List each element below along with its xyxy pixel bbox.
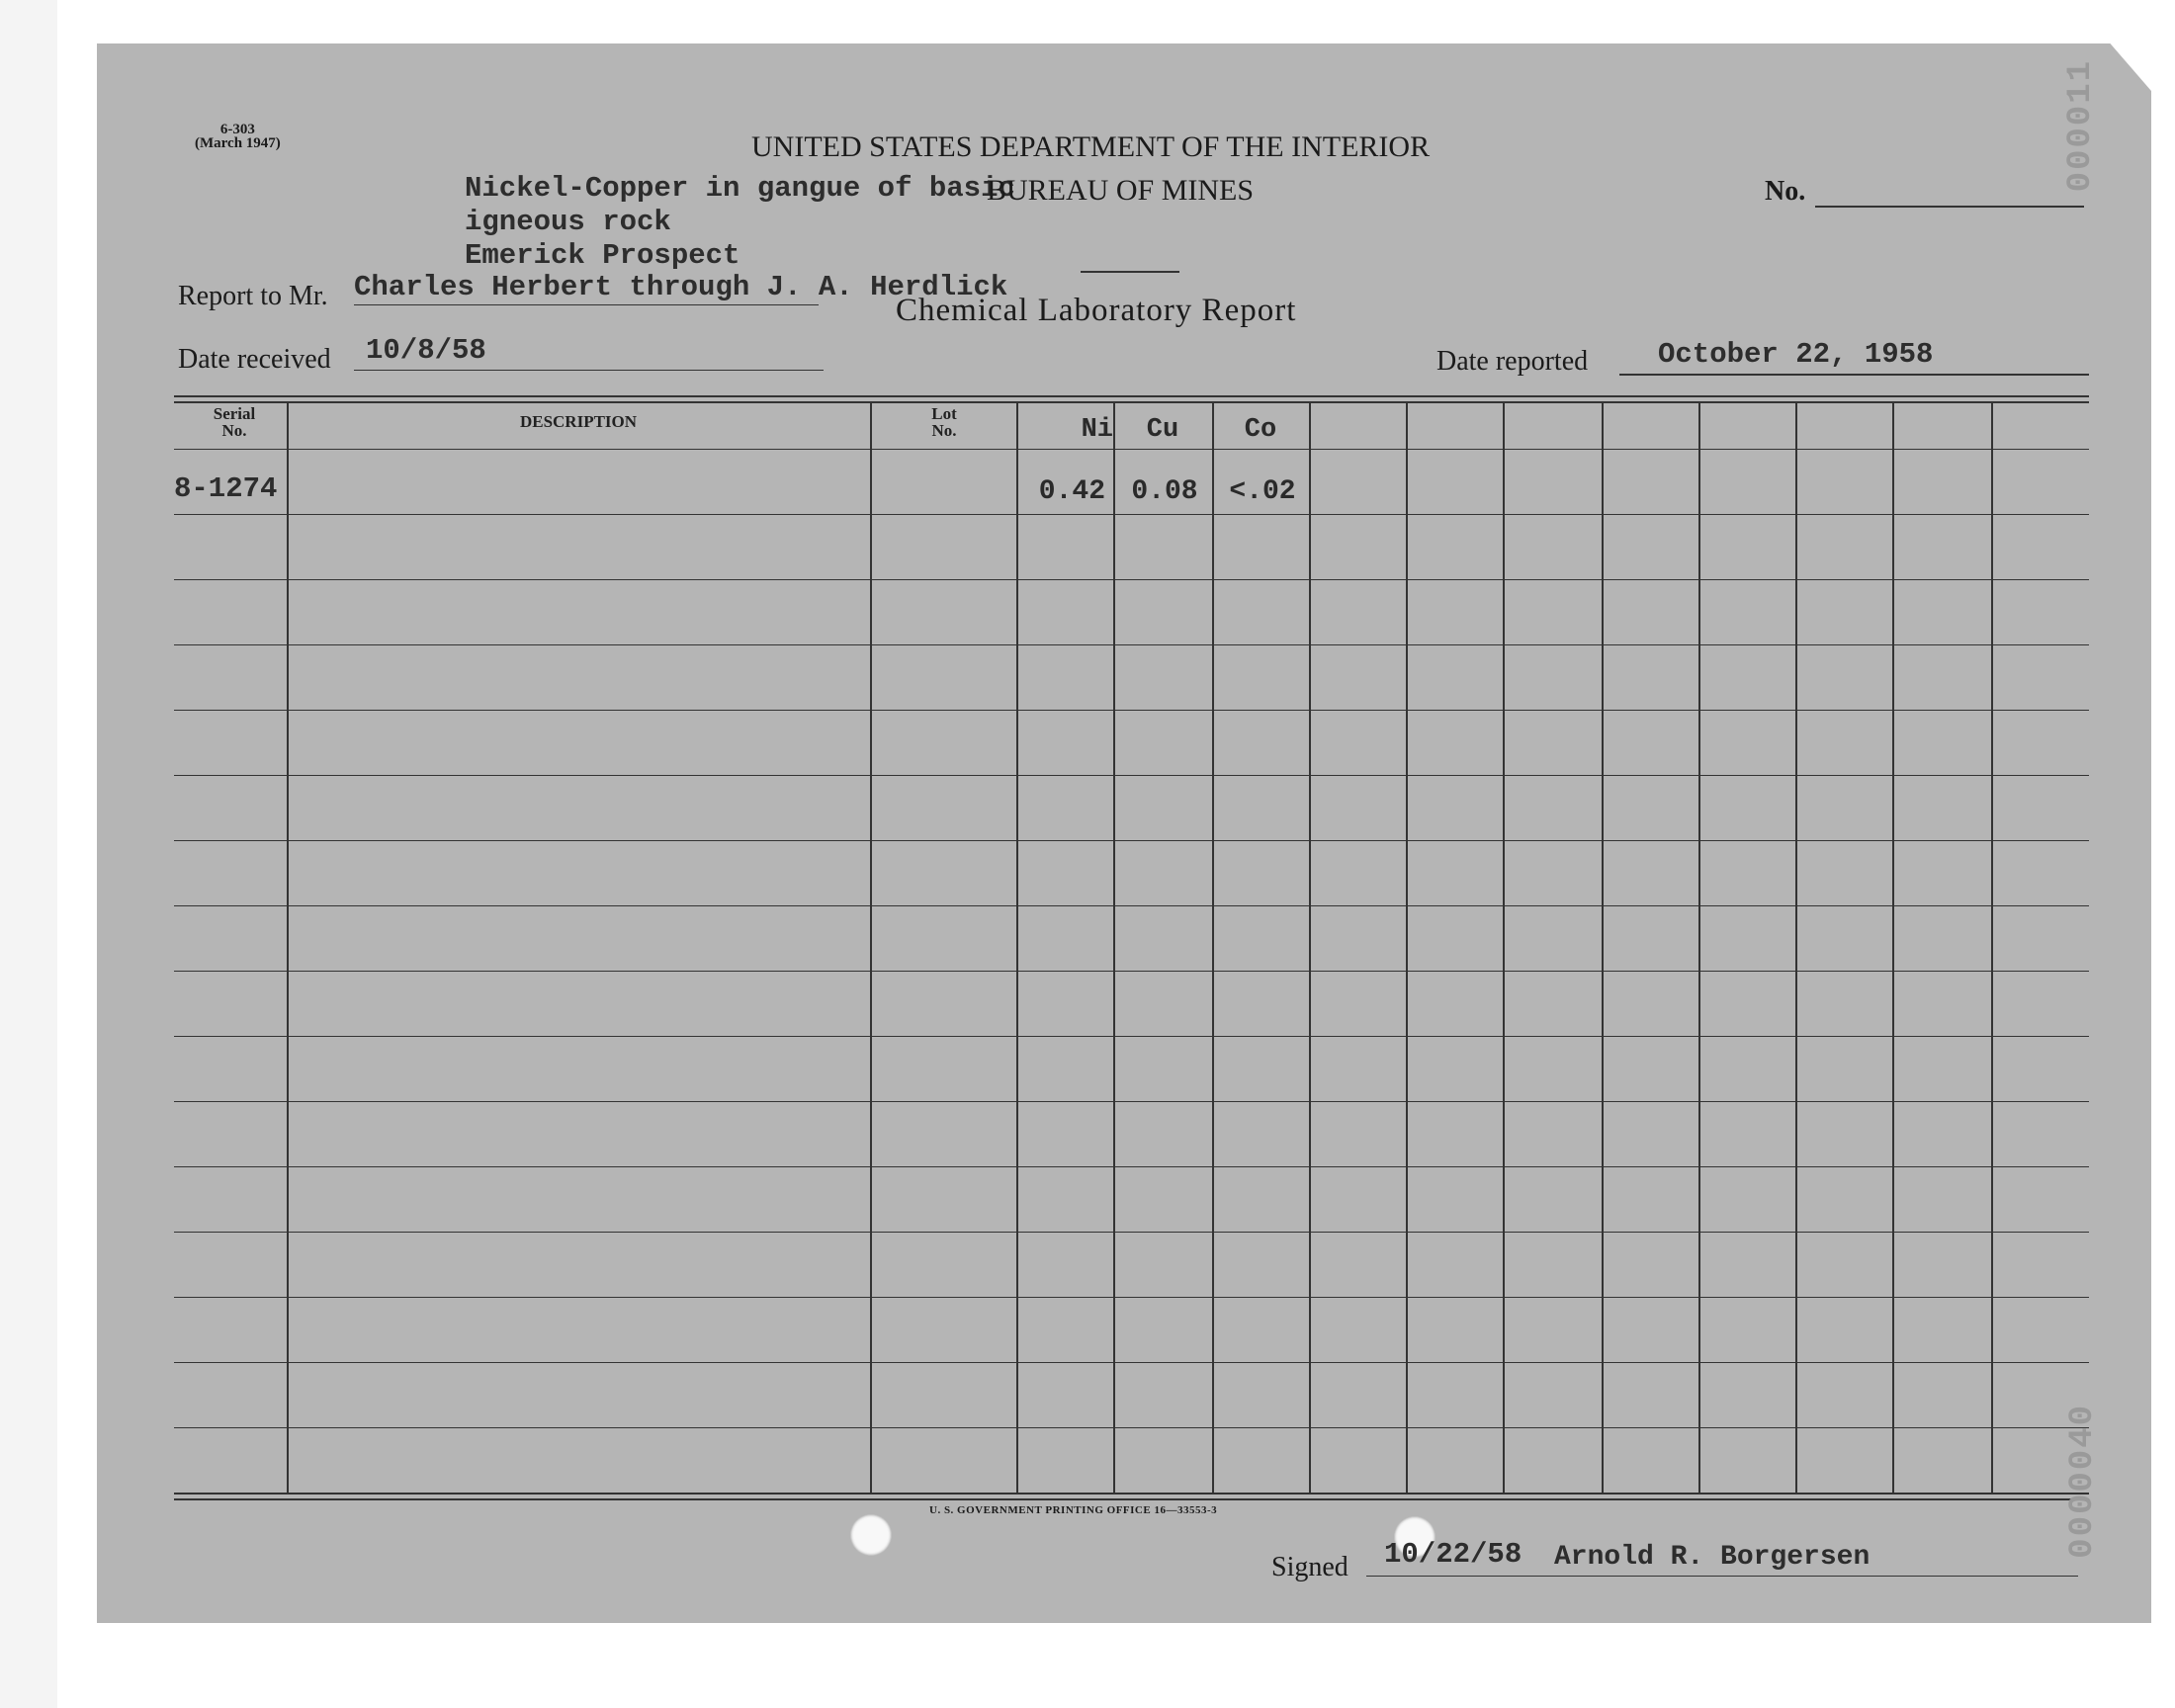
- table-column-line: [1406, 401, 1408, 1493]
- form-date: (March 1947): [195, 135, 281, 151]
- row-co-value: <.02: [1229, 476, 1296, 507]
- table-bottom-rule: [174, 1493, 2089, 1494]
- header-serial: [182, 405, 287, 439]
- header-lot: [870, 405, 1018, 439]
- form-number-block: [195, 123, 281, 150]
- table-row-line: [174, 1362, 2089, 1363]
- table-row-line: [174, 644, 2089, 645]
- table-row-line: [174, 1232, 2089, 1233]
- table-column-line: [1309, 401, 1311, 1493]
- report-to-line: [354, 304, 819, 305]
- table-row-line: [174, 514, 2089, 515]
- table-column-line: [1503, 401, 1505, 1493]
- title-divider: [1081, 271, 1179, 273]
- row-serial: 8-1274: [174, 472, 278, 505]
- table-top-rule: [174, 395, 2089, 397]
- table-row-line: [174, 710, 2089, 711]
- table-top-rule-2: [174, 401, 2089, 403]
- table-column-line: [1212, 401, 1214, 1493]
- table-column-line: [1602, 401, 1604, 1493]
- bureau-title: BUREAU OF MINES: [987, 174, 1255, 207]
- side-number-bottom: 0000040: [2064, 1404, 2102, 1559]
- table-row-line: [174, 449, 2089, 450]
- table-column-line: [1113, 401, 1115, 1493]
- date-received-label: Date received: [178, 344, 331, 375]
- header-lot-line1: Lot: [931, 404, 957, 423]
- header-serial-line1: Serial: [213, 404, 256, 423]
- date-received-line: [354, 370, 824, 371]
- table-row-line: [174, 775, 2089, 776]
- no-label: No.: [1765, 176, 1806, 207]
- sample-description: [465, 172, 1015, 273]
- row-ni-value: 0.42: [1038, 476, 1105, 507]
- report-to-value: Charles Herbert through J. A. Herdlick: [354, 271, 1008, 303]
- table-row-line: [174, 1036, 2089, 1037]
- sample-line-2: igneous rock: [465, 206, 671, 238]
- table-row-line: [174, 579, 2089, 580]
- table-column-line: [1698, 401, 1700, 1493]
- header-serial-line2: No.: [221, 421, 247, 440]
- no-field-line: [1815, 206, 2084, 208]
- date-reported-label: Date reported: [1436, 346, 1589, 377]
- scan-margin: [0, 0, 57, 1708]
- table-column-line: [1795, 401, 1797, 1493]
- table-column-line: [1991, 401, 1993, 1493]
- side-number-top: 000011: [2062, 59, 2100, 193]
- header-lot-line2: No.: [931, 421, 957, 440]
- table-bottom-rule-2: [174, 1498, 2089, 1500]
- header-ni: Ni: [1081, 415, 1113, 445]
- signed-label: Signed: [1271, 1552, 1348, 1582]
- row-cu-value: 0.08: [1131, 476, 1198, 507]
- table-column-line: [287, 401, 289, 1493]
- signature-line: [1366, 1576, 2078, 1577]
- report-title: Chemical Laboratory Report: [896, 293, 1297, 328]
- header-description: DESCRIPTION: [519, 412, 638, 431]
- table-row-line: [174, 1297, 2089, 1298]
- signed-date: 10/22/58: [1384, 1538, 1522, 1571]
- form-number: 6-303: [219, 122, 255, 137]
- sample-line-3: Emerick Prospect: [465, 239, 740, 272]
- table-row-line: [174, 971, 2089, 972]
- header-co: Co: [1244, 415, 1277, 445]
- sample-line-1: Nickel-Copper in gangue of basic: [465, 172, 1015, 205]
- table-row-line: [174, 1427, 2089, 1428]
- table-row-line: [174, 1166, 2089, 1167]
- table-row-line: [174, 840, 2089, 841]
- header-cu: Cu: [1146, 415, 1179, 445]
- department-title: UNITED STATES DEPARTMENT OF THE INTERIOR: [751, 130, 1431, 163]
- printing-office-note: U. S. GOVERNMENT PRINTING OFFICE 16—33553-3: [929, 1504, 1218, 1516]
- date-reported-value: October 22, 1958: [1658, 338, 1934, 371]
- punch-hole-left: [850, 1514, 892, 1556]
- signed-name: Arnold R. Borgersen: [1554, 1542, 1870, 1573]
- report-to-label: Report to Mr.: [178, 281, 328, 311]
- table-column-line: [1016, 401, 1018, 1493]
- date-received-value: 10/8/58: [366, 334, 486, 367]
- table-row-line: [174, 1101, 2089, 1102]
- table-column-line: [870, 401, 872, 1493]
- table-column-line: [1892, 401, 1894, 1493]
- date-reported-line: [1619, 374, 2089, 376]
- table-row-line: [174, 905, 2089, 906]
